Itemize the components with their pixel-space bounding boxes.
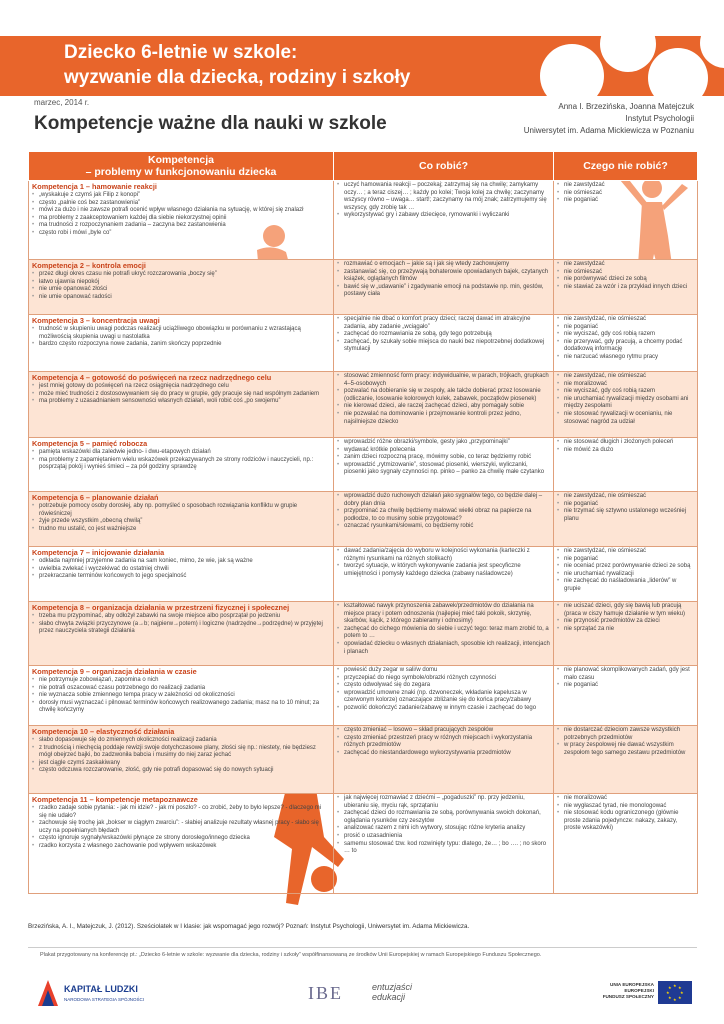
list-item: • uczyć hamowania reakcji – poczekaj; zatrzymaj się na chwilę; zamykamy oczy… ; a teraz ciszej… ; każdy po kolei; Twoja kolej za chwilę; zaczynamy wszyscy równo – uwaga… start!; zaczynamy na mój znak; zatrzymujemy się wszyscy, gdy zrobię tak … — [337, 182, 550, 212]
problems-cell — [29, 547, 334, 602]
list-item: • ma problemy z zapamiętaniem wielu wskazówek przekazywanych ze strony rodziców i nauczycieli, np.: posprzątaj pokój i wynieś śmieci – za pół godziny sprawdzę — [32, 457, 330, 472]
author-names: Anna I. Brzezińska, Joanna Matejczuk — [558, 102, 694, 111]
competencies-table — [28, 151, 698, 894]
what-not-to-do-cell — [554, 438, 698, 492]
competence-title: Kompetencja 5 – pamięć robocza — [32, 439, 148, 448]
list-item: • nie zawstydzać — [557, 261, 694, 269]
list-item: • często zmieniać przestrzeń pracy w różnych miejscach i wykorzystania różnych przedmiotów — [337, 735, 550, 750]
author-university: Uniwersytet im. Adama Mickiewicza w Poznaniu — [523, 126, 694, 135]
problems-cell — [29, 666, 334, 726]
list-item: • nie stawiać za wzór i za przykład innych dzieci — [557, 284, 694, 292]
table-row — [29, 372, 698, 438]
problems-cell — [29, 438, 334, 492]
list-item: • rozmawiać o emocjach – jakie są i jak się wtedy zachowujemy — [337, 261, 550, 269]
competence-title: Kompetencja 2 – kontrola emocji — [32, 261, 146, 270]
list-item: • rzadko korzysta z własnego zachowanie pod wpływem wskazówek — [32, 843, 330, 851]
list-item: • może mieć trudności z dostosowywaniem się do pracy w grupie, gdy pracuje się nad wspólnym zadaniem — [32, 391, 330, 399]
what-to-do-cell — [334, 438, 554, 492]
table-row — [29, 666, 698, 726]
list-item: • nie kierować dzieci, ale raczej zachęcać dzieci, aby pomagały sobie — [337, 403, 550, 411]
column-header-what-to-do: Co robić? — [334, 152, 554, 181]
what-to-do-cell — [334, 492, 554, 547]
what-to-do-cell — [334, 315, 554, 372]
list-item: • nie uruchamiać rywalizacji między osobami ani między zespołami — [557, 396, 694, 411]
reference-footnote: Brzezińska, A. I., Matejczuk, J. (2012). Sześciolatek w I klasie: jak wspomagać jego rozwój? Poznań: Instytut Psychologii, Uniwersytet im. Adama Mickiewicza. — [28, 923, 470, 930]
what-not-to-do-cell — [554, 372, 698, 438]
list-item: • tworzyć sytuacje, w których wykonywanie zadania jest specyficzne umiejętności i pomysły każdego dziecka (zabawy naśladowcze) — [337, 563, 550, 578]
table-row — [29, 492, 698, 547]
list-item: • nie uciszać dzieci, gdy się bawią lub pracują (praca w ciszy hamuje działanie w tym wieku) — [557, 603, 694, 618]
project-note: Plakat przygotowany na konferencję pt.: „Dziecko 6-letnie w szkole: wyzwanie dla dziecka, rodziny i szkoły” współfinansowaną ze środków Unii Europejskiej w ramach Europejskiego Funduszu Społecznego. — [40, 952, 542, 958]
list-item: • analizować razem z nimi ich wytwory, stosując różne kryteria analizy — [337, 825, 550, 833]
svg-text:★: ★ — [673, 997, 677, 1002]
list-item: • nie potrafi oszacować czasu potrzebnego do realizacji zadania — [32, 685, 330, 693]
list-item: • wykorzystywać gry i zabawy dziecięce, rymowanki i wyliczanki — [337, 212, 550, 220]
table-row — [29, 438, 698, 492]
list-item: • ma problemy z uzasadnianiem sensowności własnych działań, woli robić coś „po swojemu” — [32, 398, 330, 406]
banner-title-line1: Dziecko 6-letnie w szkole: — [64, 42, 298, 63]
list-item: • często ignoruje sygnały/wskazówki płynące ze strony dorosłego/innego dziecka — [32, 835, 330, 843]
list-item: • specjalnie nie dbać o komfort pracy dzieci; raczej dawać im atrakcyjne zadania, aby zadanie „wciągało” — [337, 316, 550, 331]
list-item: • zachęcać dzieci do rozmawiania ze sobą, porównywania swoich dokonań, oglądania rysunków czy zeszytów — [337, 810, 550, 825]
list-item: • uwielbia zwlekać i wyczekiwać do ostatniej chwili — [32, 566, 330, 574]
problems-cell — [29, 315, 334, 372]
svg-text:★: ★ — [678, 995, 682, 1000]
problems-cell — [29, 726, 334, 794]
decor-circle — [540, 44, 604, 96]
what-not-to-do-cell — [554, 260, 698, 315]
divider — [28, 947, 697, 948]
list-item: • nie ośmieszać — [557, 190, 694, 198]
problems-cell — [29, 602, 334, 666]
list-item: • nie poganiać — [557, 556, 694, 564]
list-item: • często zmieniać – losowo – skład pracujących zespołów — [337, 727, 550, 735]
date: marzec, 2014 r. — [34, 98, 90, 107]
what-to-do-cell — [334, 260, 554, 315]
list-item: • zanim dzieci rozpoczną pracę, mówimy sobie, co teraz będziemy robić — [337, 454, 550, 462]
list-item: • często „palnie coś bez zastanowienia” — [32, 200, 330, 208]
banner-title-line2: wyzwanie dla dziecka, rodziny i szkoły — [64, 67, 411, 88]
list-item: • zachęcać, by szukały sobie miejsca do nauki bez niepotrzebnej dodatkowej stymulacji — [337, 339, 550, 354]
decor-circle — [648, 48, 708, 96]
list-item: • przekraczanie terminów końcowych to jego specjalność — [32, 573, 330, 581]
list-item: • nie zawstydzać — [557, 182, 694, 190]
list-item: • potrzebuje pomocy osoby dorosłej, aby np. pomyśleć o sposobach rozwiązania konfliktu w grupie rówieśniczej — [32, 503, 330, 518]
what-not-to-do-cell — [554, 666, 698, 726]
list-item: • żyje przede wszystkim „obecną chwilą” — [32, 518, 330, 526]
svg-text:★: ★ — [668, 995, 672, 1000]
decor-circle — [600, 36, 656, 72]
list-item: • nie sprzątać za nie — [557, 626, 694, 634]
table-row — [29, 726, 698, 794]
competence-title: Kompetencja 9 – organizacja działania w czasie — [32, 667, 197, 676]
list-item: • opowiadać dziecku o własnych działaniach, sposobie ich realizacji, intencjach i planach — [337, 641, 550, 656]
problems-cell — [29, 372, 334, 438]
what-not-to-do-cell — [554, 726, 698, 794]
list-item: • pozwalać na dobieranie się w zespoły, ale także dobierać przez losowanie (odliczanie, losowanie kolorowych kulek, zabawek, początków piosenek) — [337, 388, 550, 403]
what-not-to-do-cell — [554, 602, 698, 666]
list-item: • nie zawstydzać, nie ośmieszać — [557, 316, 694, 324]
list-item: • mówi za dużo i nie zawsze potrafi ocenić wpływ własnego działania na sytuację, w której się znalazł — [32, 207, 330, 215]
list-item: • pamięta wskazówki dla zaledwie jedno- i dwu-etapowych działań — [32, 449, 330, 457]
list-item: • nie zawstydzać, nie ośmieszać — [557, 373, 694, 381]
competence-title: Kompetencja 1 – hamowanie reakcji — [32, 182, 157, 191]
column-header-competence: Kompetencja – problemy w funkcjonowaniu dziecka — [29, 152, 334, 181]
list-item: • nie zawstydzać, nie ośmieszać — [557, 493, 694, 501]
column-header-what-not-to-do: Czego nie robić? — [554, 152, 698, 181]
list-item: • zachęcać do cichego mówienia do siebie i uczyć tego: teraz mam zrobić to, a potem to … — [337, 626, 550, 641]
list-item: • powiesić duży zegar w sali/w domu — [337, 667, 550, 675]
list-item: • odkłada najmniej przyjemne zadania na sam koniec, mimo, że wie, jak są ważne — [32, 558, 330, 566]
list-item: • wprowadzić „rytmizowanie”, stosować piosenki, wierszyki, wyliczanki, piosenki jako sygnały czynności np. pinko – panko za chwilę małe czytanko — [337, 462, 550, 477]
list-item: • łatwo ujawnia niepokój — [32, 279, 330, 287]
list-item: • ma problemy z zaakceptowaniem każdej dla siebie niekorzystnej opinii — [32, 215, 330, 223]
kapital-ludzki-emblem-icon — [36, 976, 60, 1010]
header-banner — [0, 36, 724, 96]
list-item: • pozwolić dokończyć zadanie/zabawę w innym czasie i zachęcać do tego — [337, 705, 550, 713]
list-item: • z trudnością i niechęcią poddaje rewizji swoje dotychczasowe plany, złości się np.: niestety, nie będziesz mógł obejrzeć bajki, bo zadzwoniła babcia i musimy do niej zaraz jechać — [32, 745, 330, 760]
author-institute: Instytut Psychologii — [625, 114, 694, 123]
competence-title: Kompetencja 11 – kompetencje metapoznawcze — [32, 795, 198, 804]
list-item: • nie narzucać własnego rytmu pracy — [557, 354, 694, 362]
list-item: • oznaczać rysunkami/słowami, co będziemy robić — [337, 523, 550, 531]
list-item: • przyczepiać do niego symbole/obrazki różnych czynności — [337, 675, 550, 683]
list-item: • kształtować nawyk przynoszenia zabawek/przedmiotów do działania na miejsce pracy i potem odnoszenia (najlepiej mieć taki pokoik, skrzynię, skarbów, kącik, z którego zabieramy i odnosimy) — [337, 603, 550, 626]
list-item: • jest mniej gotowy do poświęceń na rzecz osiągnięcia nadrzędnego celu — [32, 383, 330, 391]
list-item: • nie wyciszać, gdy coś robią razem — [557, 331, 694, 339]
what-to-do-cell — [334, 181, 554, 260]
list-item: • bawić się w „udawanie” i zgadywanie emocji na podstawie np. min, gestów, postawy ciała — [337, 284, 550, 299]
svg-text:★: ★ — [668, 985, 672, 990]
list-item: • zachowuje się trochę jak „bokser w ciągłym zwarciu”: - słabiej analizuje rezultaty własnej pracy - słabo się uczy na popełnianych błędach — [32, 820, 330, 835]
list-item: • nie oceniać przez porównywanie dzieci ze sobą — [557, 563, 694, 571]
list-item: • często odwoływać się do zegara — [337, 682, 550, 690]
list-item: • nie mówić za dużo — [557, 447, 694, 455]
svg-text:★: ★ — [673, 983, 677, 988]
list-item: • przez długi okres czasu nie potrafi ukryć rozczarowania „boczy się” — [32, 271, 330, 279]
list-item: • nie stosować kodu ograniczonego (głównie proste zdania pojedyncze: nakazy, zakazy, proste wskazówki) — [557, 810, 694, 833]
table-row — [29, 602, 698, 666]
list-item: • słabo dopasowuje się do zmiennych okoliczności realizacji zadania — [32, 737, 330, 745]
list-item: • nie poganiać — [557, 197, 694, 205]
entuzjasci-edukacji-logo: entuzjaści edukacji — [372, 982, 413, 1002]
list-item: • nie dostarczać dzieciom zawsze wszystkich potrzebnych przedmiotów — [557, 727, 694, 742]
list-item: • jest ciągle czymś zaskakiwany — [32, 760, 330, 768]
list-item: • prosić o uzasadnienia — [337, 833, 550, 841]
list-item: • w pracy zespołowej nie dawać wszystkim zespołom tego samego zestawu przedmiotów — [557, 742, 694, 757]
what-not-to-do-cell — [554, 794, 698, 894]
list-item: • stosować zmienność form pracy: indywidualnie, w parach, trójkach, grupkach 4–5-osobowych — [337, 373, 550, 388]
list-item: • nie uruchamiać rywalizacji — [557, 571, 694, 579]
table-row — [29, 181, 698, 260]
what-to-do-cell — [334, 602, 554, 666]
list-item: • bardzo często rozpoczyna nowe zadania, zanim skończy poprzednie — [32, 341, 330, 349]
what-not-to-do-cell — [554, 315, 698, 372]
competence-title: Kompetencja 8 – organizacja działania w przestrzeni fizycznej i społecznej — [32, 603, 290, 612]
svg-text:★: ★ — [666, 990, 670, 995]
list-item: • ma trudności z rozpoczynaniem zadania – zaczyna bez zastanowienia — [32, 222, 330, 230]
competence-title: Kompetencja 10 – elastyczność działania — [32, 727, 175, 736]
what-to-do-cell — [334, 726, 554, 794]
list-item: • zachęcać do rozmawiania ze sobą, gdy tego potrzebują — [337, 331, 550, 339]
list-item: • często odczuwa rozczarowanie, złość, gdy nie potrafi dopasować się do nowych sytuacji — [32, 767, 330, 775]
competence-title: Kompetencja 6 – planowanie działań — [32, 493, 159, 502]
list-item: • wprowadzić różne obrazki/symbole, gesty jako „przypominajki” — [337, 439, 550, 447]
list-item: • dawać zadania/zajęcia do wyboru w kolejności wykonania (karteczki z różnymi rysunkami na różnych stolikach) — [337, 548, 550, 563]
list-item: • trzeba mu przypominać, aby odłożył zabawki na swoje miejsce albo posprzątał po jedzeniu — [32, 613, 330, 621]
problems-cell — [29, 181, 334, 260]
list-item: • nie przerywać, gdy pracują, a chcemy podać dodatkową informację — [557, 339, 694, 354]
list-item: • przypominać za chwilę będziemy malować wielki obraz na papierze na podłodze, to co musimy sobie przygotować? — [337, 508, 550, 523]
list-item: • nie umie opanować radości — [32, 294, 330, 302]
svg-text:★: ★ — [680, 990, 684, 995]
list-item: • nie poganiać — [557, 682, 694, 690]
what-not-to-do-cell — [554, 181, 698, 260]
ibe-logo: IBE — [308, 983, 343, 1003]
list-item: • nie moralizować — [557, 381, 694, 389]
problems-cell — [29, 492, 334, 547]
list-item: • nie potrzymuje zobowiązań, zapomina o nich — [32, 677, 330, 685]
what-to-do-cell — [334, 666, 554, 726]
problems-cell — [29, 794, 334, 894]
problems-cell — [29, 260, 334, 315]
competence-title: Kompetencja 3 – koncentracja uwagi — [32, 316, 160, 325]
what-to-do-cell — [334, 547, 554, 602]
list-item: • zastanawiać się, co przeżywają bohaterowie opowiadanych bajek, czytanych książek, oglądanych filmów — [337, 269, 550, 284]
list-item: • nie zachęcać do naśladowania „liderów” w grupie — [557, 578, 694, 593]
list-item: • rzadko zadaje sobie pytania: - jak mi idzie? - jak mi poszło? - co zrobić, żeby to było lepsze? - dlaczego mi się nie udało? — [32, 805, 330, 820]
list-item: • nie wygłaszać tyrad, nie monologować — [557, 803, 694, 811]
what-not-to-do-cell — [554, 492, 698, 547]
list-item: • nie planować skomplikowanych zadań, gdy jest mało czasu — [557, 667, 694, 682]
list-item: • nie porównywać dzieci ze sobą — [557, 276, 694, 284]
svg-text:★: ★ — [678, 985, 682, 990]
table-row — [29, 794, 698, 894]
kapital-ludzki-logo: KAPITAŁ LUDZKI NARODOWA STRATEGIA SPÓJNOŚCI — [36, 976, 166, 1016]
list-item: • samemu stosować tzw. kod rozwinięty typu: dlatego, że… ; bo …. ; no skoro … to — [337, 841, 550, 856]
list-item: • wprowadzić umowne znaki (np. dzwoneczek, wkładanie kapelusza w czerwonym kolorze) oznaczające zbliżanie się do końca pracy/zabawy — [337, 690, 550, 705]
list-item: • nie trzymać się sztywno ustalonego wcześniej planu — [557, 508, 694, 523]
eu-flag-icon — [658, 981, 692, 1004]
list-item: • nie ośmieszać — [557, 269, 694, 277]
what-to-do-cell — [334, 372, 554, 438]
list-item: • nie poganiać — [557, 324, 694, 332]
authors — [524, 101, 694, 137]
eu-label: UNIA EUROPEJSKA EUROPEJSKI FUNDUSZ SPOŁECZNY — [602, 982, 654, 999]
list-item: • nie zawstydzać, nie ośmieszać — [557, 548, 694, 556]
list-item: • nie umie opanować złości — [32, 286, 330, 294]
list-item: • wprowadzić dużo ruchowych działań jako sygnałów tego, co będzie dalej – dobry plan dnia — [337, 493, 550, 508]
list-item: • trudność w skupieniu uwagi podczas realizacji uciążliwego obowiązku w porównaniu z wzrastającą możliwością skupienia uwagi u nastolatka — [32, 326, 330, 341]
list-item: • trudno mu ustalić, co jest ważniejsze — [32, 526, 330, 534]
list-item: • nie moralizować — [557, 795, 694, 803]
list-item: • nie stosować rywalizacji w ocenianiu, nie stosować nagród za udział — [557, 411, 694, 426]
competence-title: Kompetencja 4 – gotowość do poświęceń na rzecz nadrzędnego celu — [32, 373, 272, 382]
table-row — [29, 547, 698, 602]
list-item: • zachęcać do niestandardowego wykorzystywania przedmiotów — [337, 750, 550, 758]
table-row — [29, 315, 698, 372]
list-item: • „wyskakuje z czymś jak Filip z konopi” — [32, 192, 330, 200]
list-item: • nie przynosić przedmiotów za dzieci — [557, 618, 694, 626]
list-item: • dorosły musi wyznaczać i pilnować terminów końcowych realizowanego zadania; masz na to 10 minut; za chwilę kończymy — [32, 700, 330, 715]
list-item: • jak najwięcej rozmawiać z dziećmi – „pogaduszki” np. przy jedzeniu, ubieraniu się, myciu rąk, sprzątaniu — [337, 795, 550, 810]
table-row — [29, 260, 698, 315]
list-item: • wydawać krótkie polecenia — [337, 447, 550, 455]
competence-title: Kompetencja 7 – inicjowanie działania — [32, 548, 165, 557]
what-not-to-do-cell — [554, 547, 698, 602]
page-title: Kompetencje ważne dla nauki w szkole — [34, 113, 387, 134]
list-item: • często robi i mówi „byle co” — [32, 230, 330, 238]
list-item: • nie wyznacza sobie zmiennego tempa pracy w zależności od okoliczności — [32, 692, 330, 700]
list-item: • nie poganiać — [557, 501, 694, 509]
list-item: • nie pozwalać na dominowanie i przejmowanie kontroli przez jedno, najsilniejsze dziecko — [337, 411, 550, 426]
what-to-do-cell — [334, 794, 554, 894]
list-item: • nie wyciszać, gdy coś robią razem — [557, 388, 694, 396]
list-item: • słabo chwyta związki przyczynowe (a→b; najpierw→potem) i logiczne (nadrzędne→podrzędne) w przyjętej przez nauczyciela strategii działania — [32, 621, 330, 636]
list-item: • nie stosować długich i złożonych poleceń — [557, 439, 694, 447]
